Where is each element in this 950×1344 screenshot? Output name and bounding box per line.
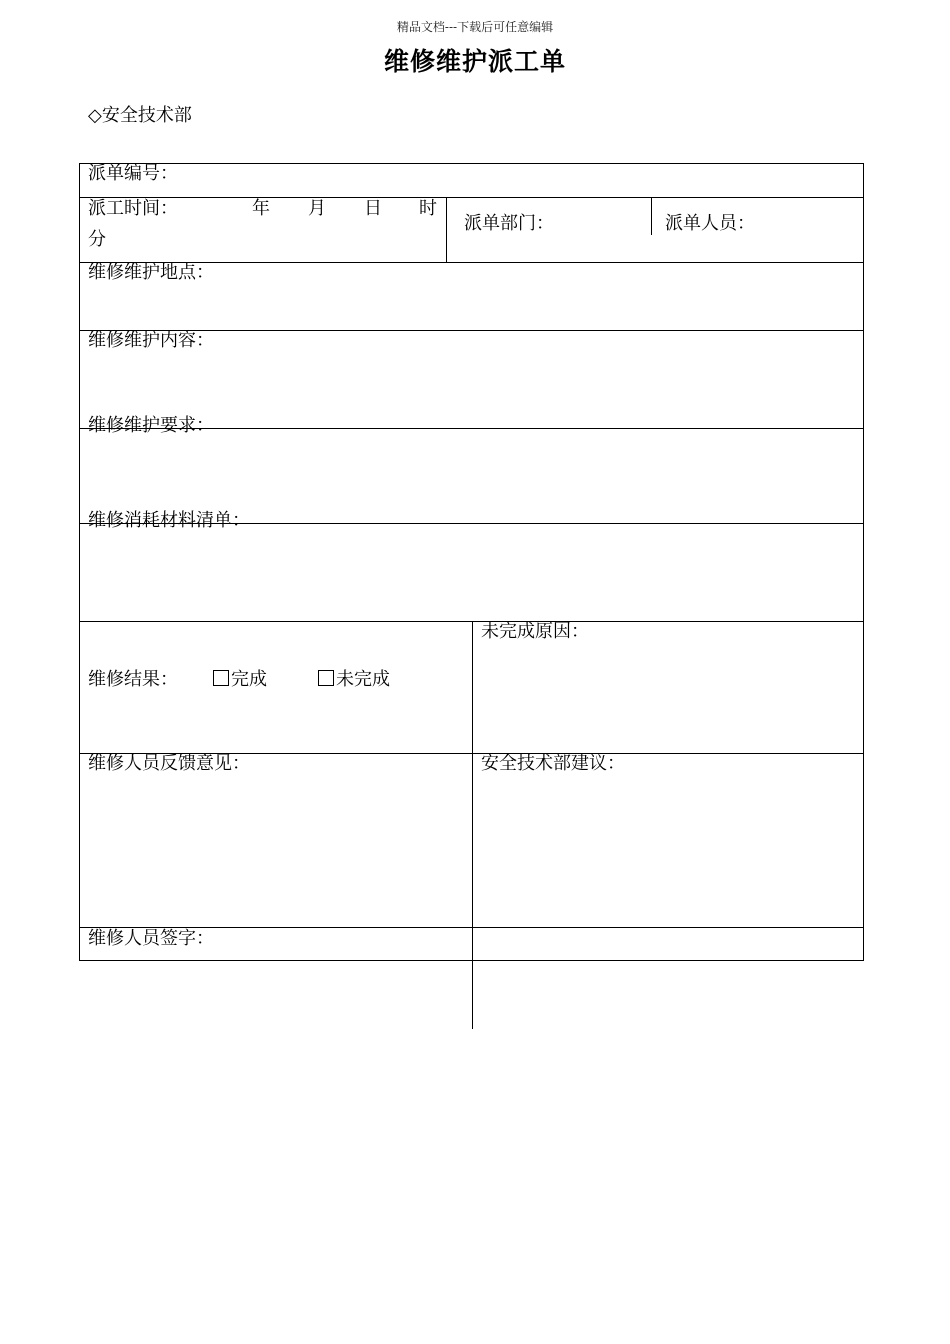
- hour-unit: 时: [419, 198, 437, 219]
- year-unit: 年: [252, 198, 270, 219]
- row-divider: [79, 197, 864, 198]
- month-unit: 月: [308, 198, 326, 219]
- column-divider: [651, 197, 652, 235]
- location-label: 维修维护地点：: [88, 262, 214, 283]
- form-border-right: [863, 163, 864, 961]
- dispatch-person-label: 派单人员：: [665, 213, 755, 234]
- content-label: 维修维护内容：: [88, 330, 214, 351]
- result-label: 维修结果：: [88, 669, 178, 690]
- department-label: ◇安全技术部: [88, 105, 192, 126]
- checkbox-icon: [213, 670, 229, 686]
- signature-label: 维修人员签字：: [88, 928, 214, 949]
- materials-label: 维修消耗材料清单：: [88, 510, 250, 531]
- dispatch-dept-label: 派单部门：: [464, 213, 554, 234]
- result-option-complete[interactable]: [213, 669, 267, 691]
- safety-advice-label: 安全技术部建议：: [481, 753, 625, 774]
- form-border-left: [79, 163, 80, 961]
- column-divider: [472, 621, 473, 1029]
- dispatch-time-label: 派工时间：: [88, 198, 178, 219]
- result-option-label: 未完成: [336, 669, 390, 690]
- order-number-label: 派单编号：: [88, 163, 178, 184]
- incomplete-reason-label: 未完成原因：: [481, 621, 589, 642]
- result-option-incomplete[interactable]: [318, 669, 390, 691]
- checkbox-icon: [318, 670, 334, 686]
- feedback-label: 维修人员反馈意见：: [88, 753, 250, 774]
- page-title: 维修维护派工单: [383, 47, 566, 76]
- column-divider: [446, 197, 447, 262]
- day-unit: 日: [364, 198, 382, 219]
- requirements-label: 维修维护要求：: [88, 415, 214, 436]
- document-header-note: 精品文档---下载后可任意编辑: [396, 20, 554, 34]
- result-option-label: 完成: [231, 669, 267, 690]
- minute-unit: 分: [88, 229, 106, 250]
- form-border-top: [79, 163, 864, 164]
